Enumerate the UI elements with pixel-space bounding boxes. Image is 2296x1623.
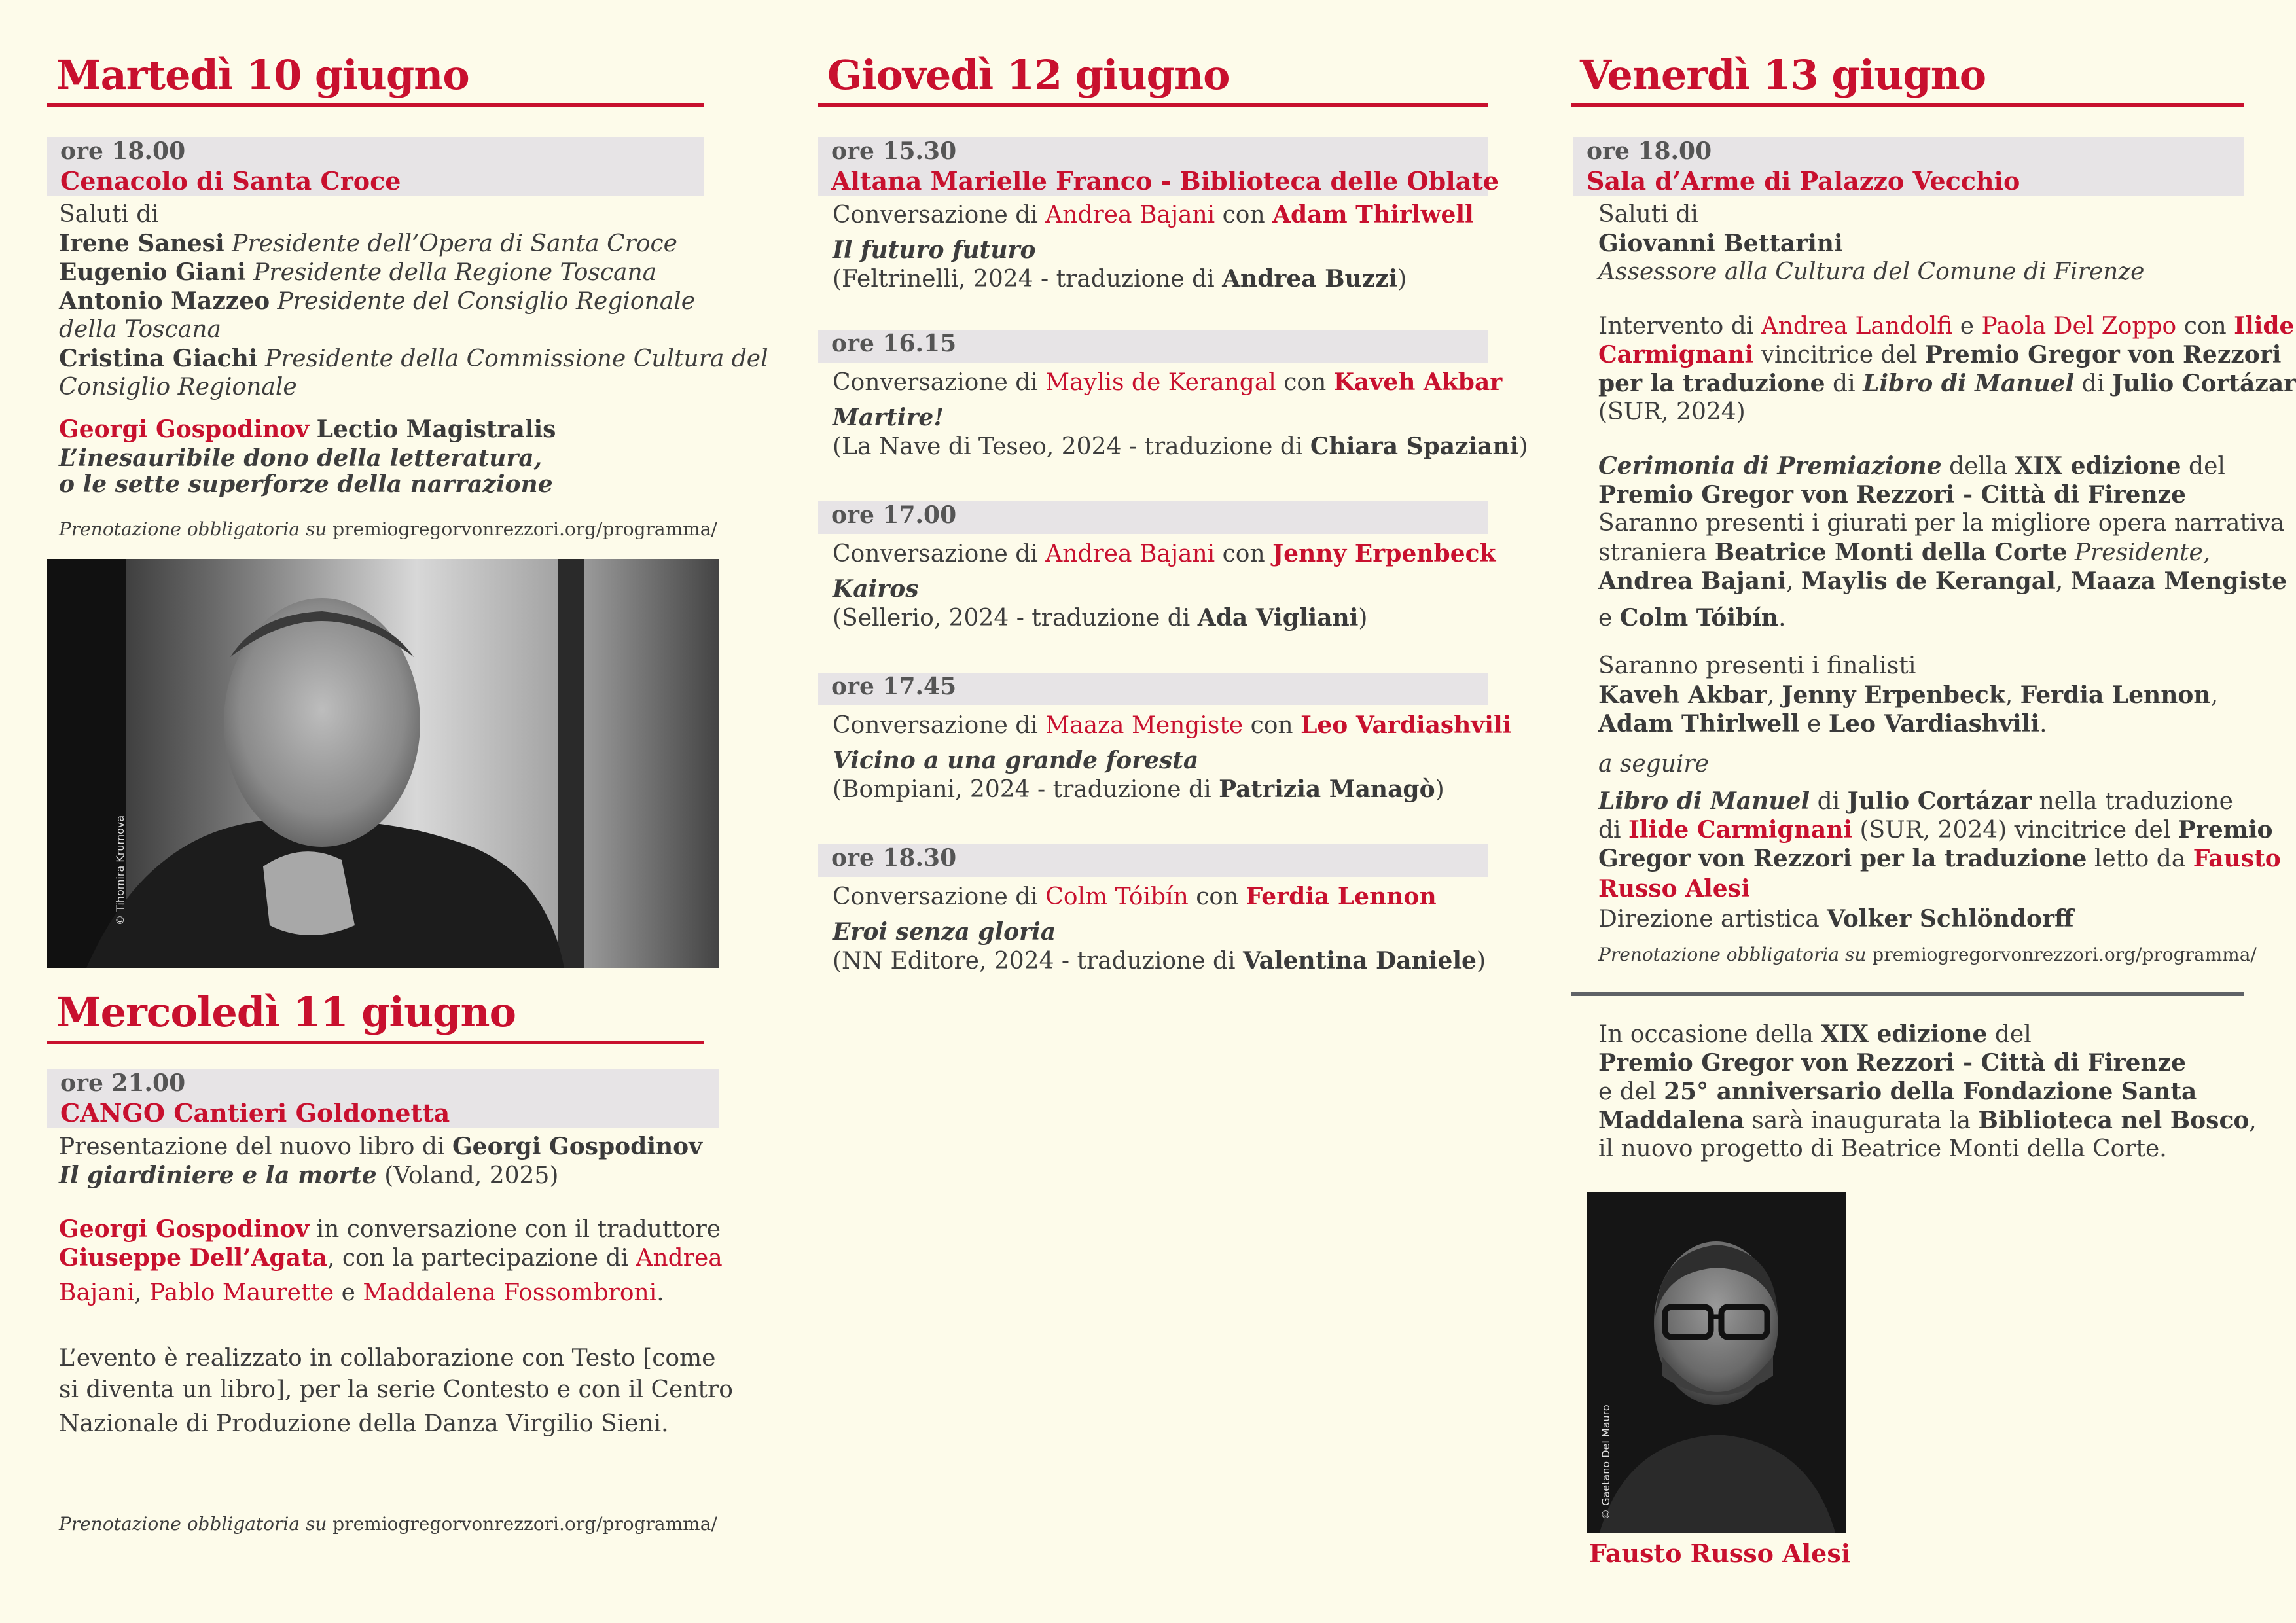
book-title: Libro di Manuel	[1598, 787, 1810, 815]
photo-caption: Fausto Russo Alesi	[1589, 1539, 1851, 1568]
text: del	[1994, 1021, 2032, 1048]
text: e	[1598, 605, 1613, 632]
saluti-label: Saluti di	[59, 201, 159, 228]
moderator: Colm Tóibín	[1045, 883, 1189, 910]
portrait-photo-russo-alesi	[1587, 1192, 1846, 1533]
ceremony-line: Saranno presenti i giurati per la migliore opera narrativa	[1598, 510, 2285, 537]
event-band	[818, 501, 1488, 534]
text: in conversazione con il traduttore	[316, 1216, 721, 1243]
participant: Andrea Landolfi	[1761, 313, 1953, 340]
day-title: Venerdì 13 giugno	[1580, 51, 1986, 99]
lectio-speaker: Georgi Gospodinov	[59, 416, 310, 443]
finalist: Kaveh Akbar	[1598, 681, 1767, 709]
day-header-tuesday	[47, 51, 704, 107]
speaker-name: Cristina Giachi	[59, 345, 258, 372]
text: ,	[1785, 568, 1794, 595]
text: ,	[2210, 682, 2219, 709]
conversation-line	[833, 200, 1474, 230]
booking-url[interactable]: premiogregorvonrezzori.org/programma/	[332, 1513, 717, 1535]
booking-label: Prenotazione obbligatoria	[1598, 944, 1840, 965]
a-seguire: a seguire	[1598, 751, 1709, 777]
conversation-line	[833, 539, 1496, 569]
event-time: ore 18.00	[60, 137, 186, 165]
author-name: Adam Thirlwell	[1272, 201, 1474, 228]
finalist: Jenny Erpenbeck	[1782, 681, 2005, 709]
publisher: (SUR, 2024)	[1598, 399, 1746, 425]
event-venue: Altana Marielle Franco - Biblioteca delle Oblate	[831, 166, 1499, 196]
lectio-subtitle: L’inesauribile dono della letteratura,	[59, 444, 543, 472]
participant: Paola Del Zoppo	[1981, 313, 2177, 340]
participants-line	[59, 1279, 664, 1308]
day-header-wednesday	[47, 988, 704, 1044]
booking-url[interactable]: premiogregorvonrezzori.org/programma/	[1872, 944, 2257, 965]
intervention-line	[1598, 369, 2296, 399]
anniversary: 25° anniversario della Fondazione Santa	[1664, 1078, 2197, 1105]
author-name: Georgi Gospodinov	[452, 1133, 703, 1160]
ceremony-line	[1598, 538, 2210, 567]
lectio-subtitle: o le sette superforze della narrazione	[59, 471, 553, 498]
text: In occasione della	[1598, 1021, 1814, 1048]
text: , con la partecipazione di	[327, 1245, 629, 1272]
occasion-line: il nuovo progetto di Beatrice Monti della Corte.	[1598, 1135, 2167, 1162]
conversation-line	[833, 882, 1437, 912]
reader: Fausto	[2193, 845, 2281, 872]
finalist: Ferdia Lennon	[2020, 681, 2211, 709]
edition: XIX edizione	[1821, 1020, 1988, 1048]
book-title: Vicino a una grande foresta	[833, 747, 1199, 774]
reading-line	[1598, 787, 2233, 816]
participant: Giuseppe Dell’Agata	[59, 1244, 327, 1272]
occasion-line	[1598, 1020, 2032, 1049]
text: con	[1196, 883, 1239, 910]
jury-member: Maaza Mengiste	[2070, 567, 2287, 595]
day-title: Giovedì 12 giugno	[827, 51, 1230, 99]
author-name: Kaveh Akbar	[1333, 368, 1503, 396]
edition: XIX edizione	[2015, 452, 2181, 480]
event-band	[1573, 137, 2244, 196]
award-name: Premio Gregor von Rezzori - Città di Firenze	[1598, 1049, 2187, 1077]
speaker-line	[59, 258, 656, 287]
text: ,	[1767, 682, 1774, 709]
text: di	[2081, 370, 2105, 397]
text: )	[1435, 776, 1444, 803]
booking-label: Prenotazione obbligatoria	[59, 1513, 300, 1535]
participant: Carmignani	[1598, 341, 1754, 368]
speaker-role: Consiglio Regionale	[59, 374, 297, 401]
participant: Bajani	[59, 1279, 135, 1306]
publisher: (Sellerio, 2024 - traduzione di	[833, 605, 1191, 632]
speaker-name: Antonio Mazzeo	[59, 287, 270, 315]
ceremony-title: Cerimonia di Premiazione	[1598, 452, 1942, 480]
text: con	[1250, 712, 1293, 739]
text: vincitrice del	[1761, 342, 1918, 368]
moderator: Andrea Bajani	[1045, 202, 1215, 228]
text: di	[1598, 817, 1621, 844]
speaker-name: Giovanni Bettarini	[1598, 230, 1843, 257]
participant: Pablo Maurette	[149, 1279, 334, 1306]
event-band	[818, 137, 1499, 196]
speaker-line	[59, 229, 677, 259]
publication-line	[833, 946, 1486, 976]
ceremony-line	[1598, 452, 2225, 481]
award: Gregor von Rezzori per la traduzione	[1598, 845, 2087, 872]
publication-line	[833, 775, 1444, 804]
translator: Ilide Carmignani	[1628, 816, 1853, 844]
event-band	[47, 137, 704, 196]
text: ,	[2005, 682, 2013, 709]
text: sarà inaugurata la	[1751, 1107, 1971, 1134]
participants-line	[59, 1243, 723, 1273]
finalists-line	[1598, 681, 2218, 710]
booking-note	[59, 1513, 717, 1535]
event-note: L’evento è realizzato in collaborazione con Testo [come	[59, 1345, 716, 1372]
participant: Georgi Gospodinov	[59, 1215, 310, 1243]
direction-line	[1598, 904, 2074, 934]
text: straniera	[1598, 539, 1708, 566]
lectio-title: Lectio Magistralis	[316, 416, 556, 443]
text: con	[1222, 202, 1265, 228]
moderator: Maaza Mengiste	[1045, 712, 1244, 739]
finalists-label: Saranno presenti i finalisti	[1598, 652, 1916, 679]
text: della	[1949, 453, 2007, 480]
booking-url[interactable]: premiogregorvonrezzori.org/programma/	[332, 518, 717, 540]
text: )	[1358, 605, 1368, 632]
book-title: Eroi senza gloria	[833, 918, 1056, 946]
reading-line	[1598, 815, 2273, 845]
portrait-image	[47, 559, 719, 968]
publisher: (Bompiani, 2024 - traduzione di	[833, 776, 1211, 803]
text: e	[341, 1279, 355, 1306]
participant: Ilide	[2234, 312, 2295, 340]
book-line	[59, 1161, 558, 1190]
event-band	[818, 673, 1488, 705]
lectio-line	[59, 415, 556, 444]
section-divider	[1571, 992, 2244, 996]
ceremony-line	[1598, 567, 2287, 596]
intervention-line	[1598, 340, 2281, 370]
event-band	[47, 1069, 719, 1128]
jury-member: Andrea Bajani	[1598, 567, 1786, 595]
participant: Maddalena Fossombroni	[363, 1279, 657, 1306]
portrait-photo-gospodinov	[47, 559, 719, 968]
text: Conversazione di	[833, 369, 1038, 396]
text: .	[656, 1279, 664, 1306]
text: .	[1778, 605, 1786, 632]
text: di	[1817, 788, 1840, 815]
finalists-line	[1598, 709, 2047, 739]
booking-su: su	[305, 1513, 327, 1535]
text: Conversazione di	[833, 883, 1038, 910]
speaker-name: Eugenio Giani	[59, 259, 246, 286]
publisher: (Feltrinelli, 2024 - traduzione di	[833, 266, 1215, 293]
day-header-thursday	[818, 51, 1488, 107]
event-band	[818, 330, 1488, 363]
event-note: si diventa un libro], per la serie Contesto e con il Centro	[59, 1376, 733, 1403]
reading-line	[1598, 844, 2281, 874]
event-time: ore 18.00	[1587, 137, 1712, 165]
book-title: Kairos	[833, 575, 919, 603]
text: letto da	[2094, 846, 2186, 872]
text: Intervento di	[1598, 313, 1754, 340]
text: di	[1833, 370, 1856, 397]
author-name: Leo Vardiashvili	[1300, 711, 1512, 739]
day-title: Mercoledì 11 giugno	[56, 988, 516, 1036]
finalist: Adam Thirlwell	[1598, 710, 1800, 738]
occasion-line	[1598, 1106, 2257, 1135]
occasion-line	[1598, 1077, 2197, 1107]
event-time: ore 16.15	[831, 330, 957, 357]
booking-note	[1598, 944, 2257, 966]
participants-line	[59, 1215, 721, 1244]
portrait-image	[1587, 1192, 1846, 1533]
foundation: Maddalena	[1598, 1107, 1744, 1134]
award-name: Premio Gregor von Rezzori - Città di Firenze	[1598, 481, 2187, 508]
library-name: Biblioteca nel Bosco	[1978, 1107, 2250, 1134]
translator: Ada Vigliani	[1197, 604, 1359, 632]
reader: Russo Alesi	[1598, 875, 1750, 902]
publisher: (La Nave di Teseo, 2024 - traduzione di	[833, 433, 1303, 460]
photo-credit: © Tihomira Krumova	[114, 815, 126, 925]
book-title: Libro di Manuel	[1863, 370, 2075, 397]
speaker-role: Presidente dell’Opera di Santa Croce	[232, 230, 677, 257]
text: Conversazione di	[833, 541, 1038, 567]
author-name: Julio Cortázar	[1847, 787, 2032, 815]
author-name: Jenny Erpenbeck	[1272, 540, 1496, 567]
speaker-line	[59, 287, 695, 316]
booking-su: su	[1844, 944, 1867, 965]
award: Premio Gregor von Rezzori	[1924, 341, 2282, 368]
text: )	[1518, 433, 1528, 460]
speaker-role: Presidente della Commissione Cultura del	[264, 346, 768, 372]
publication-line	[833, 603, 1367, 633]
jury-member: Maylis de Kerangal	[1801, 567, 2056, 595]
booking-note	[59, 518, 717, 541]
award: per la traduzione	[1598, 370, 1825, 397]
day-title: Martedì 10 giugno	[56, 51, 469, 99]
translator: Valentina Daniele	[1243, 947, 1477, 974]
presentation-line	[59, 1132, 702, 1162]
conversation-line	[833, 711, 1511, 740]
finalist: Leo Vardiashvili	[1828, 710, 2040, 738]
text: Conversazione di	[833, 712, 1038, 739]
text: ,	[2055, 568, 2064, 595]
publication-line	[833, 432, 1528, 461]
text: e del	[1598, 1079, 1657, 1105]
text: e	[1807, 711, 1821, 738]
speaker-line	[59, 344, 768, 374]
ceremony-line	[1598, 603, 1786, 633]
text: Direzione artistica	[1598, 906, 1820, 933]
text: )	[1476, 948, 1486, 974]
translator: Patrizia Managò	[1219, 776, 1435, 803]
text: ,	[2249, 1107, 2257, 1134]
text: con	[1222, 541, 1265, 567]
saluti-label: Saluti di	[1598, 201, 1698, 228]
intervention-line	[1598, 312, 2294, 341]
participant: Andrea	[636, 1245, 723, 1272]
text: nella traduzione	[2039, 788, 2233, 815]
text: con	[2183, 313, 2227, 340]
publisher: (NN Editore, 2024 - traduzione di	[833, 948, 1236, 974]
director: Volker Schlöndorff	[1827, 905, 2074, 933]
translator: Andrea Buzzi	[1222, 265, 1398, 293]
jury-role: Presidente,	[2074, 539, 2211, 566]
event-venue: Sala d’Arme di Palazzo Vecchio	[1587, 166, 2020, 196]
speaker-name: Irene Sanesi	[59, 230, 224, 257]
day-header-friday	[1571, 51, 2244, 107]
text: e	[1960, 313, 1975, 340]
booking-label: Prenotazione obbligatoria	[59, 518, 300, 540]
photo-credit: © Gaetano Del Mauro	[1600, 1404, 1612, 1520]
award: Premio	[2178, 816, 2273, 844]
book-title: Il giardiniere e la morte	[59, 1162, 377, 1189]
text: del	[2189, 453, 2225, 480]
event-note: Nazionale di Produzione della Danza Virgilio Sieni.	[59, 1410, 669, 1437]
event-venue: Cenacolo di Santa Croce	[60, 166, 401, 196]
text: Presentazione del nuovo libro di	[59, 1133, 445, 1160]
event-band	[818, 844, 1488, 877]
text: )	[1397, 266, 1407, 293]
speaker-role: Presidente della Regione Toscana	[253, 259, 657, 286]
translator: Chiara Spaziani	[1310, 433, 1519, 460]
book-title: Il futuro futuro	[833, 236, 1036, 264]
speaker-role: Presidente del Consiglio Regionale	[277, 288, 696, 315]
event-time: ore 15.30	[831, 137, 957, 165]
conversation-line	[833, 368, 1502, 397]
booking-su: su	[305, 518, 327, 540]
event-time: ore 17.00	[831, 501, 957, 529]
text: ,	[134, 1279, 142, 1306]
author-name: Julio Cortázar	[2111, 370, 2296, 397]
speaker-role: Assessore alla Cultura del Comune di Firenze	[1598, 259, 2145, 285]
jury-member: Colm Tóibín	[1619, 604, 1779, 632]
publisher: (Voland, 2025)	[384, 1162, 559, 1189]
publication-line	[833, 264, 1407, 294]
event-venue: CANGO Cantieri Goldonetta	[60, 1098, 450, 1128]
event-time: ore 21.00	[60, 1069, 186, 1097]
author-name: Ferdia Lennon	[1246, 883, 1437, 910]
event-time: ore 17.45	[831, 673, 957, 700]
event-time: ore 18.30	[831, 844, 957, 872]
text: Conversazione di	[833, 202, 1038, 228]
text: (SUR, 2024) vincitrice del	[1859, 817, 2171, 844]
moderator: Andrea Bajani	[1045, 541, 1215, 567]
speaker-role: della Toscana	[59, 316, 221, 343]
book-title: Martire!	[833, 404, 944, 431]
text: .	[2039, 711, 2047, 738]
jury-member: Beatrice Monti della Corte	[1714, 539, 2068, 566]
text: con	[1283, 369, 1327, 396]
moderator: Maylis de Kerangal	[1045, 369, 1276, 396]
